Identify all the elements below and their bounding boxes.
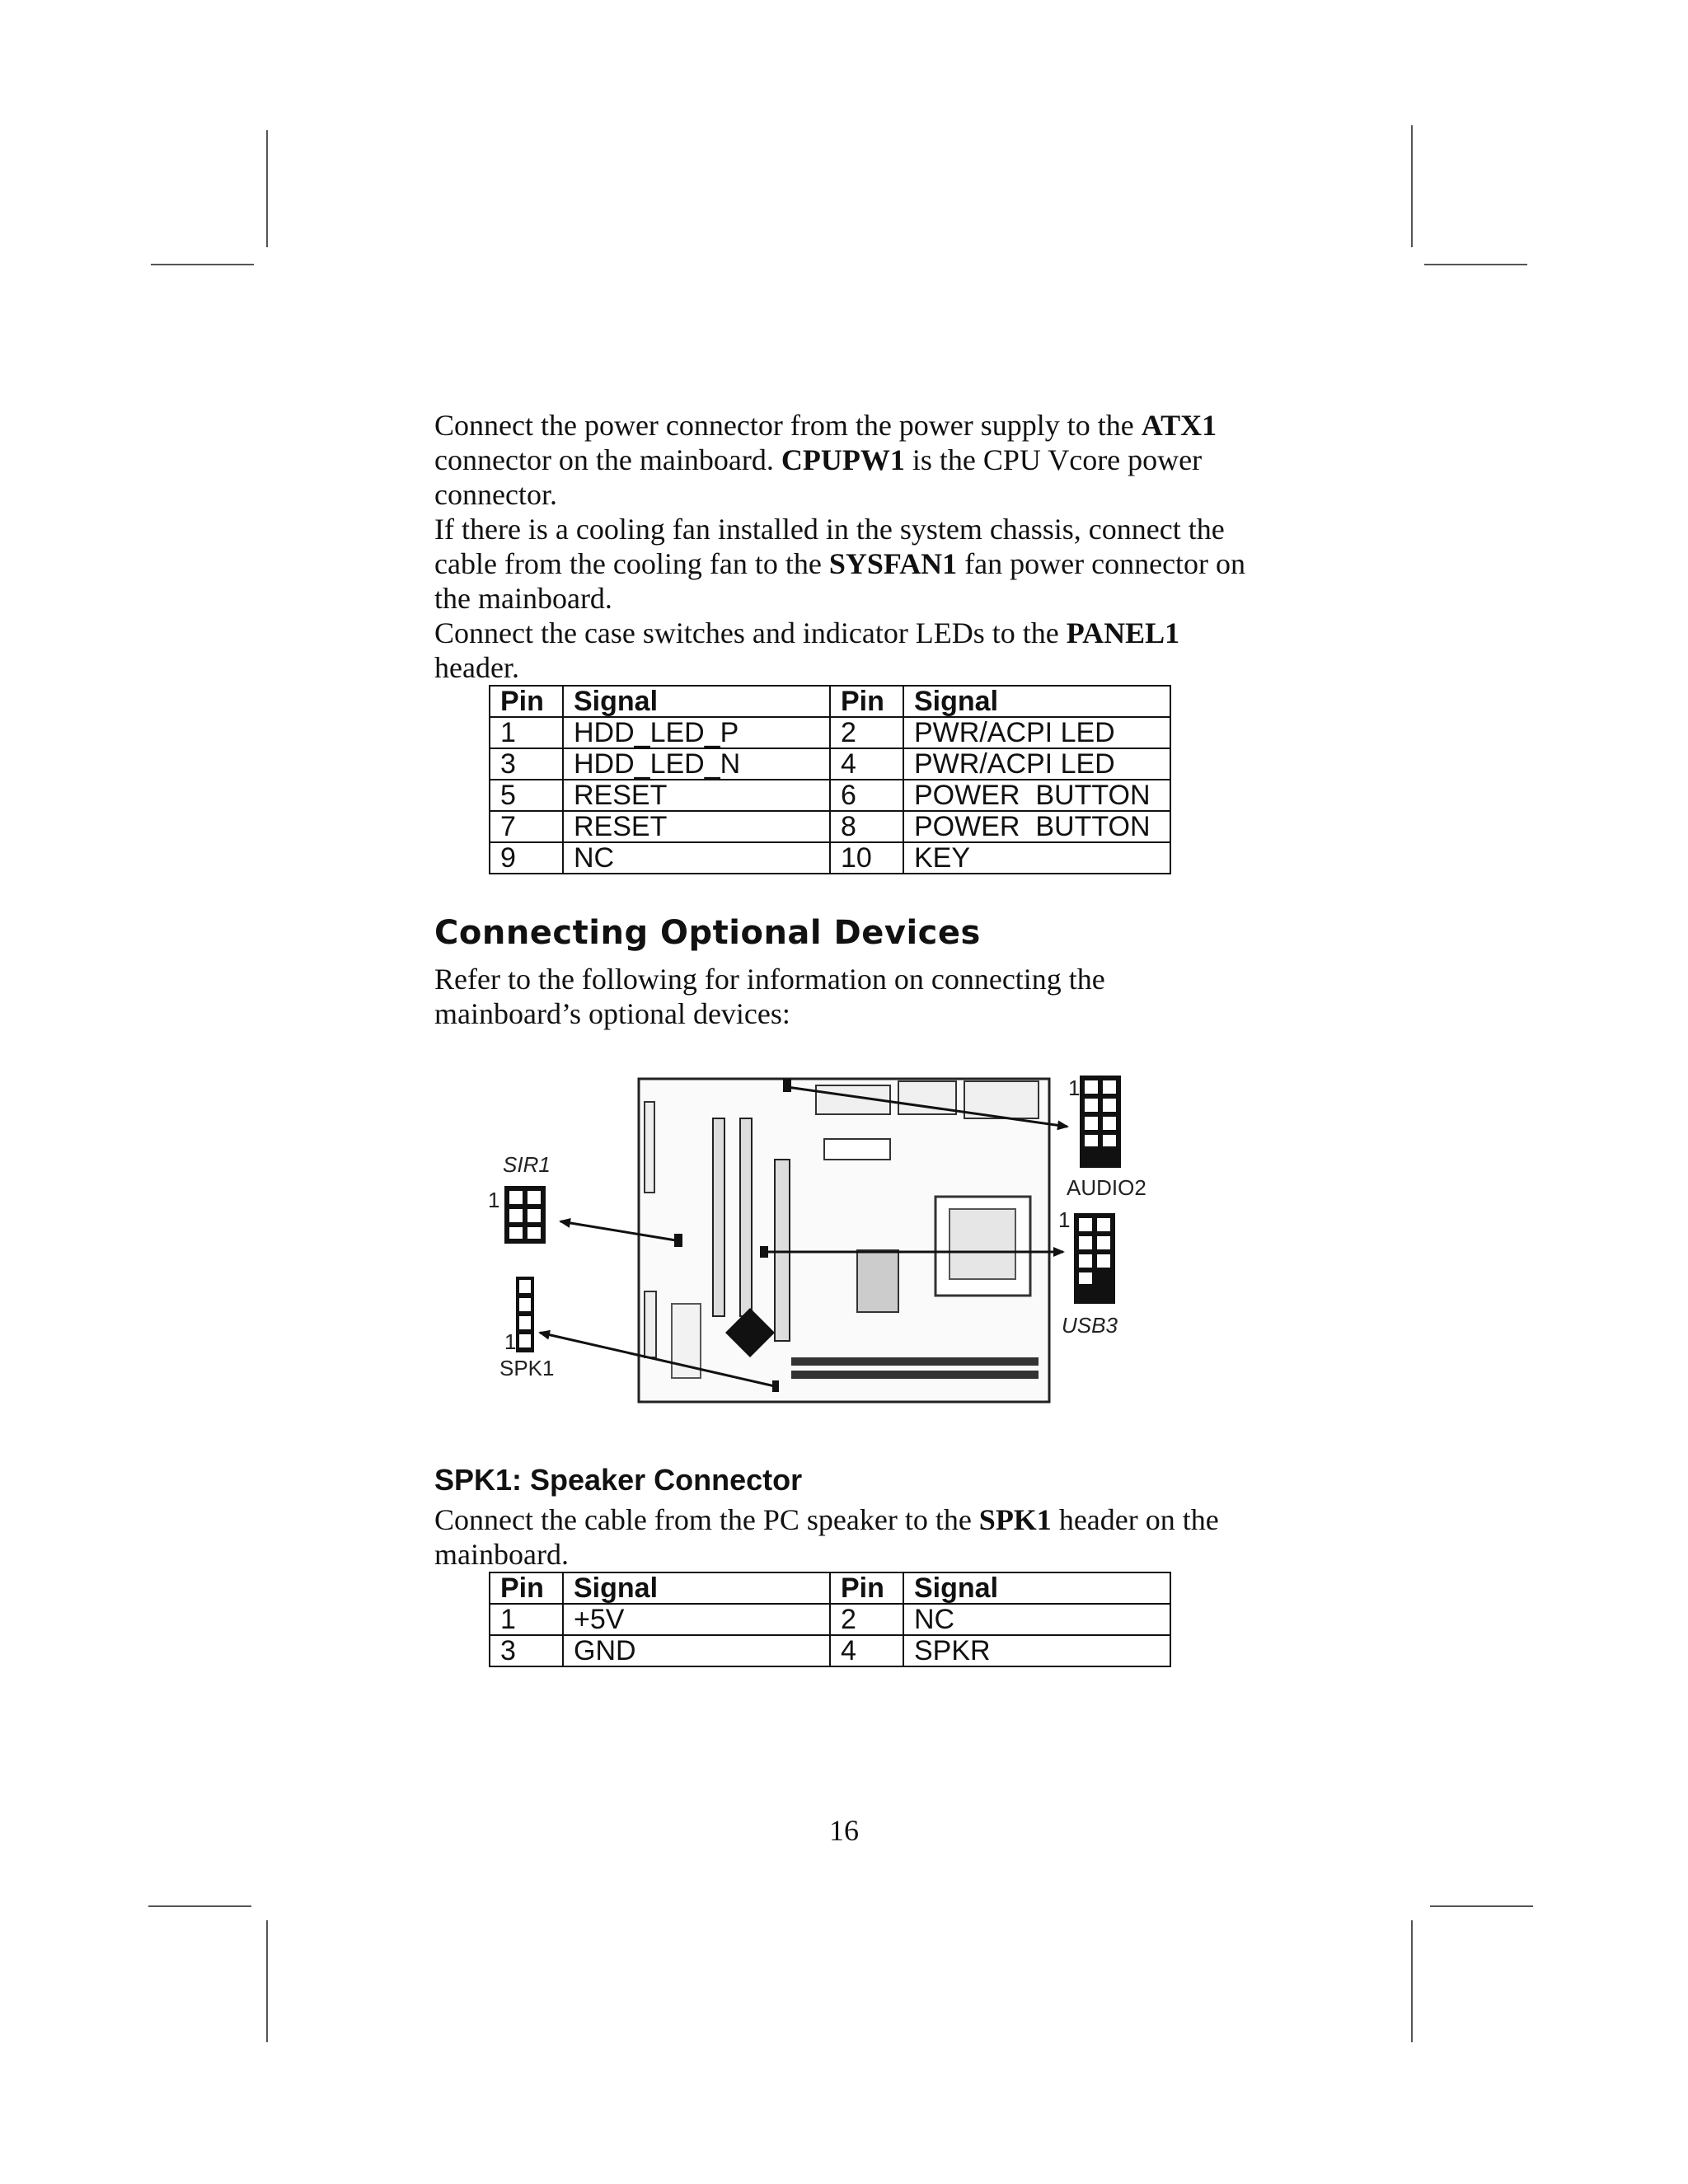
dimm-slot [791, 1371, 1039, 1379]
table-cell: POWER BUTTON [903, 780, 1170, 811]
table-row [490, 811, 1170, 842]
audio2-label: AUDIO2 [1067, 1175, 1146, 1200]
optional-intro-paragraph: Refer to the following for information on connecting the mainboard’s optional devices: [434, 963, 1105, 1030]
atx1-term: ATX1 [1141, 409, 1217, 442]
intro-paragraph-atx [434, 408, 1259, 512]
audio2-header [1080, 1076, 1121, 1168]
power-connector [645, 1291, 656, 1357]
table-cell: 1 [490, 717, 563, 748]
table-cell: RESET [563, 780, 830, 811]
table-cell: HDD_LED_N [563, 748, 830, 780]
capacitors [857, 1250, 898, 1312]
header-cell: Pin [830, 686, 903, 717]
table-header-row [490, 1572, 1170, 1604]
text: fan power connector on the mainboard. [434, 547, 1246, 615]
table-cell: PWR/ACPI LED [903, 748, 1170, 780]
usb3-pin-label: 1 [1058, 1207, 1071, 1232]
header-cell: Pin [490, 686, 563, 717]
text: Connect the power connector from the power supply to the [434, 409, 1142, 442]
sysfan1-term: SYSFAN1 [828, 547, 958, 580]
crop-mark [1424, 264, 1527, 265]
table-cell: HDD_LED_P [563, 717, 830, 748]
crop-mark [151, 264, 254, 265]
text: header. [434, 651, 519, 684]
header-cell: Pin [830, 1572, 903, 1604]
table-cell: NC [903, 1604, 1170, 1635]
expansion-slot [713, 1118, 724, 1316]
page-number: 16 [829, 1814, 859, 1847]
spk1-paragraph [434, 1502, 1259, 1572]
spk1-term: SPK1 [978, 1503, 1052, 1536]
cpu-socket-inner [950, 1209, 1015, 1279]
table-cell: GND [563, 1635, 830, 1666]
table-row [490, 748, 1170, 780]
header-cell: Signal [563, 1572, 830, 1604]
table-cell: 2 [830, 717, 903, 748]
table-cell: 9 [490, 842, 563, 874]
atx-power [824, 1139, 890, 1160]
table-row [490, 1604, 1170, 1635]
table-row [490, 717, 1170, 748]
table-cell: 8 [830, 811, 903, 842]
page-content [434, 408, 1259, 1667]
mainboard-diagram [434, 1061, 1259, 1415]
table-cell: 1 [490, 1604, 563, 1635]
table-cell: NC [563, 842, 830, 874]
spk1-pin-label: 1 [504, 1329, 517, 1354]
table-cell: 7 [490, 811, 563, 842]
table-cell: 3 [490, 1635, 563, 1666]
text: connector on the mainboard. [434, 443, 781, 476]
table-cell: +5V [563, 1604, 830, 1635]
table-cell: 6 [830, 780, 903, 811]
usb3-header [1074, 1213, 1115, 1304]
spk1-heading: SPK1: Speaker Connector [434, 1463, 803, 1497]
table-cell: SPKR [903, 1635, 1170, 1666]
ide-connector [775, 1160, 790, 1341]
text: If there is a cooling fan installed in the system chassis, connect the cable from the cooling fan to the [434, 513, 1225, 580]
crop-mark [1411, 1920, 1413, 2042]
table-cell: PWR/ACPI LED [903, 717, 1170, 748]
table-cell: KEY [903, 842, 1170, 874]
header-cell: Pin [490, 1572, 563, 1604]
header-cell: Signal [903, 686, 1170, 717]
dimm-slot [791, 1357, 1039, 1366]
crop-mark [1411, 125, 1413, 247]
text: Connect the case switches and indicator LEDs to the [434, 616, 1067, 649]
spk1-pin-table [489, 1572, 1171, 1667]
sir1-pin-label: 1 [488, 1188, 500, 1212]
table-row [490, 1635, 1170, 1666]
intro-paragraph-sysfan [434, 512, 1259, 616]
cpupw1-term: CPUPW1 [781, 443, 905, 476]
table-cell: POWER BUTTON [903, 811, 1170, 842]
expansion-slot [645, 1102, 654, 1193]
sir1-header [504, 1186, 546, 1244]
text: header on the mainboard. [434, 1503, 1219, 1571]
header-cell: Signal [563, 686, 830, 717]
intro-paragraph-panel [434, 616, 1259, 685]
crop-mark [148, 1905, 251, 1907]
table-cell: 4 [830, 1635, 903, 1666]
table-row [490, 780, 1170, 811]
table-header-row [490, 686, 1170, 717]
table-row [490, 842, 1170, 874]
table-cell: 4 [830, 748, 903, 780]
table-cell: 3 [490, 748, 563, 780]
spk1-label: SPK1 [499, 1356, 555, 1380]
text: is the CPU Vcore power connector. [434, 443, 1203, 511]
audio2-location [783, 1079, 791, 1092]
text: Connect the cable from the PC speaker to the [434, 1503, 979, 1536]
mainboard-diagram-svg [0, 1061, 1688, 1415]
panel1-pin-table [489, 685, 1171, 874]
audio2-pin-label: 1 [1068, 1076, 1081, 1100]
usb3-label: USB3 [1062, 1313, 1118, 1338]
panel1-term: PANEL1 [1066, 616, 1180, 649]
crop-mark [1430, 1905, 1533, 1907]
crop-mark [266, 1920, 268, 2042]
table-cell: RESET [563, 811, 830, 842]
crop-mark [266, 130, 268, 247]
table-cell: 10 [830, 842, 903, 874]
header-cell: Signal [903, 1572, 1170, 1604]
sir1-label: SIR1 [503, 1152, 551, 1177]
section-heading: Connecting Optional Devices [434, 914, 981, 952]
spk1-header [516, 1277, 534, 1352]
table-cell: 2 [830, 1604, 903, 1635]
table-cell: 5 [490, 780, 563, 811]
expansion-slot [740, 1118, 752, 1316]
